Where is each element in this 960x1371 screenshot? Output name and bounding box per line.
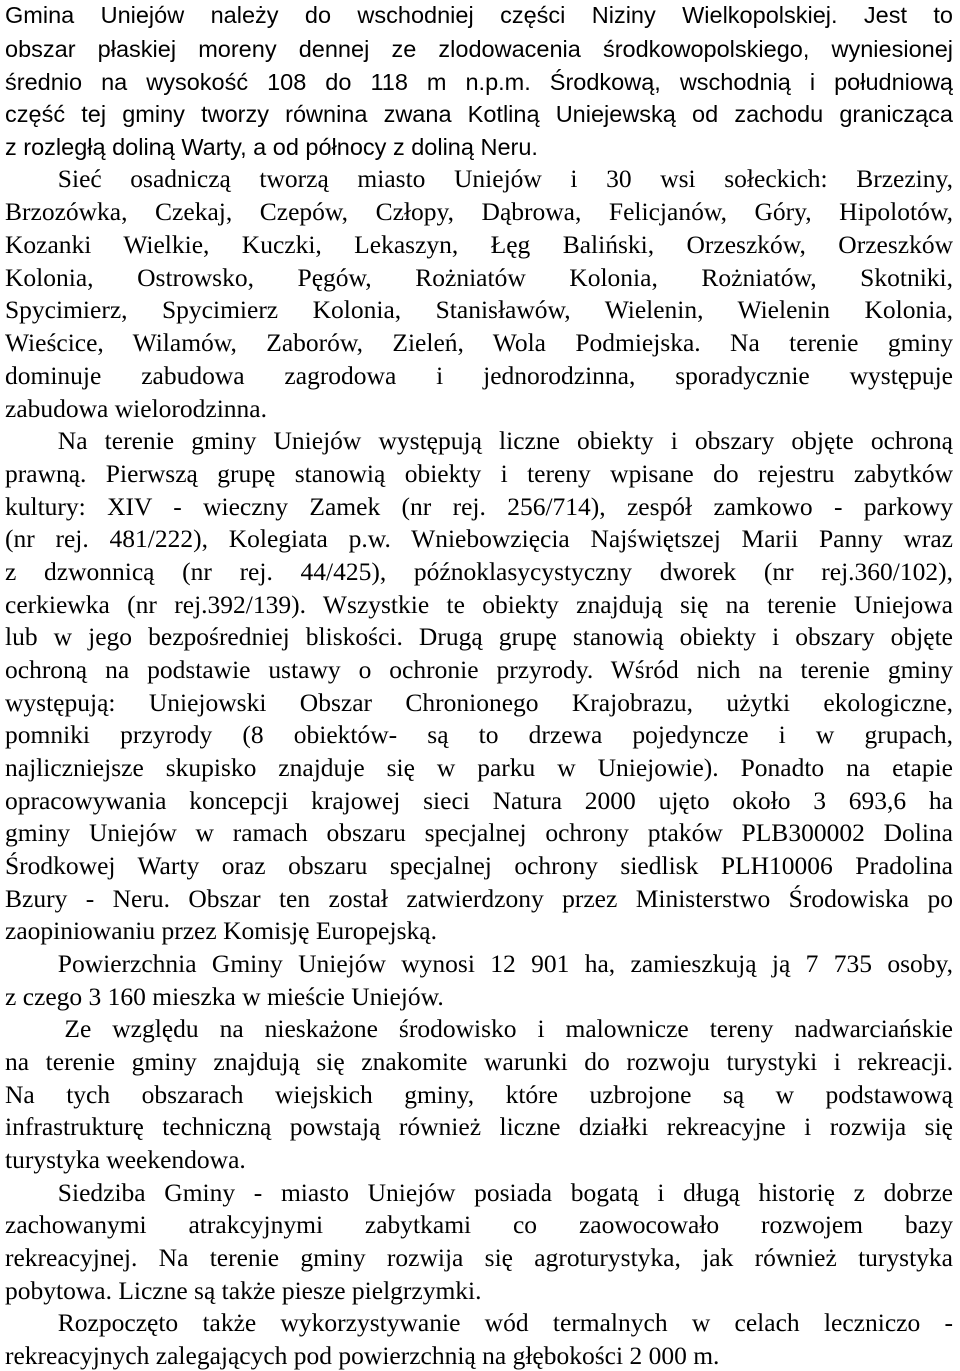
text-line: cerkiewka (nr rej.392/139). Wszystkie te obiekty znajdują się na terenie Uniejowa <box>5 590 953 619</box>
text-line: Na tych obszarach wiejskich gminy, które uzbrojone są w podstawową <box>5 1080 953 1109</box>
text-line: pobytowa. Liczne są także piesze pielgrzymki. <box>5 1276 482 1305</box>
text-line: Spycimierz, Spycimierz Kolonia, Stanisławów, Wielenin, Wielenin Kolonia, <box>5 295 953 324</box>
text-line: prawną. Pierwszą grupę stanowią obiekty i tereny wpisane do rejestru zabytków <box>5 459 953 488</box>
text-line: rekreacyjnych zalegających pod powierzchnią na głębokości 2 000 m. <box>5 1341 720 1370</box>
text-line: Bzury - Neru. Obszar ten został zatwierdzony przez Ministerstwo Środowiska po <box>5 884 953 913</box>
text-line: Kolonia, Ostrowsko, Pęgów, Rożniatów Kolonia, Rożniatów, Skotniki, <box>5 263 953 292</box>
text-line: gminy Uniejów w ramach obszaru specjalnej ochrony ptaków PLB300002 Dolina <box>5 818 953 847</box>
text-line: Rozpoczęto także wykorzystywanie wód termalnych w celach leczniczo - <box>57 1308 953 1337</box>
text-line: Gmina Uniejów należy do wschodniej części Niziny Wielkopolskiej. Jest to <box>5 2 953 28</box>
text-line: kultury: XIV - wieczny Zamek (nr rej. 256/714), zespół zamkowo - parkowy <box>5 492 953 521</box>
text-line: lub w jego bezpośredniej bliskości. Drugą grupę stanowią obiekty i obszary objęte <box>5 622 953 651</box>
text-line: Brzozówka, Czekaj, Czepów, Człopy, Dąbrowa, Felicjanów, Góry, Hipolotów, <box>5 197 953 226</box>
text-line: z rozległą doliną Warty, a od północy z doliną Neru. <box>5 134 538 160</box>
text-line: opracowywania koncepcji krajowej sieci Natura 2000 ujęto około 3 693,6 ha <box>5 786 953 815</box>
text-line: turystyka weekendowa. <box>5 1145 246 1174</box>
text-line: zachowanymi atrakcyjnymi zabytkami co zaowocowało rozwojem bazy <box>5 1210 953 1239</box>
text-line: rekreacyjnej. Na terenie gminy rozwija się agroturystyka, jak również turystyka <box>5 1243 953 1272</box>
text-line: najliczniejsze skupisko znajduje się w parku w Uniejowie). Ponadto na etapie <box>5 753 953 782</box>
text-line: z czego 3 160 mieszka w mieście Uniejów. <box>5 982 444 1011</box>
text-line: infrastrukturę techniczną powstają również liczne działki rekreacyjne i rozwija się <box>5 1112 953 1141</box>
text-line: z dzwonnicą (nr rej. 44/425), późnoklasycystyczny dworek (nr rej.360/102), <box>5 557 953 586</box>
text-line: Ze względu na nieskażone środowisko i malownicze tereny nadwarciańskie <box>64 1014 953 1043</box>
text-line: Wieścice, Wilamów, Zaborów, Zieleń, Wola Podmiejska. Na terenie gminy <box>5 328 953 357</box>
text-line: dominuje zabudowa zagrodowa i jednorodzinna, sporadycznie występuje <box>5 361 953 390</box>
text-line: zabudowa wielorodzinna. <box>5 394 267 423</box>
text-line: ochroną na podstawie ustawy o ochronie przyrody. Wśród nich na terenie gminy <box>5 655 953 684</box>
text-line: zaopiniowaniu przez Komisję Europejską. <box>5 916 437 945</box>
text-line: Siedziba Gminy - miasto Uniejów posiada bogatą i długą historię z dobrze <box>57 1178 953 1207</box>
text-line: występują: Uniejowski Obszar Chronionego Krajobrazu, użytki ekologiczne, <box>5 688 953 717</box>
text-line: Na terenie gminy Uniejów występują liczne obiekty i obszary objęte ochroną <box>57 426 953 455</box>
text-line: na terenie gminy znajdują się znakomite warunki do rozwoju turystyki i rekreacji. <box>5 1047 953 1076</box>
text-line: Sieć osadniczą tworzą miasto Uniejów i 30 wsi sołeckich: Brzeziny, <box>57 164 953 193</box>
text-line: (nr rej. 481/222), Kolegiata p.w. Wniebowzięcia Najświętszej Marii Panny wraz <box>5 524 953 553</box>
text-line: pomniki przyrody (8 obiektów- są to drzewa pojedyncze i w grupach, <box>5 720 953 749</box>
text-line: część tej gminy tworzy równina zwana Kotliną Uniejewską od zachodu granicząca <box>5 101 953 127</box>
text-line: obszar płaskiej moreny dennej ze zlodowacenia środkowopolskiego, wyniesionej <box>5 36 953 62</box>
text-line: Środkowej Warty oraz obszaru specjalnej ochrony siedlisk PLH10006 Pradolina <box>5 851 953 880</box>
text-line: Kozanki Wielkie, Kuczki, Lekaszyn, Łęg Baliński, Orzeszków, Orzeszków <box>5 230 953 259</box>
text-line: średnio na wysokość 108 do 118 m n.p.m. Środkową, wschodnią i południową <box>5 69 953 95</box>
text-line: Powierzchnia Gminy Uniejów wynosi 12 901 ha, zamieszkują ją 7 735 osoby, <box>57 949 953 978</box>
